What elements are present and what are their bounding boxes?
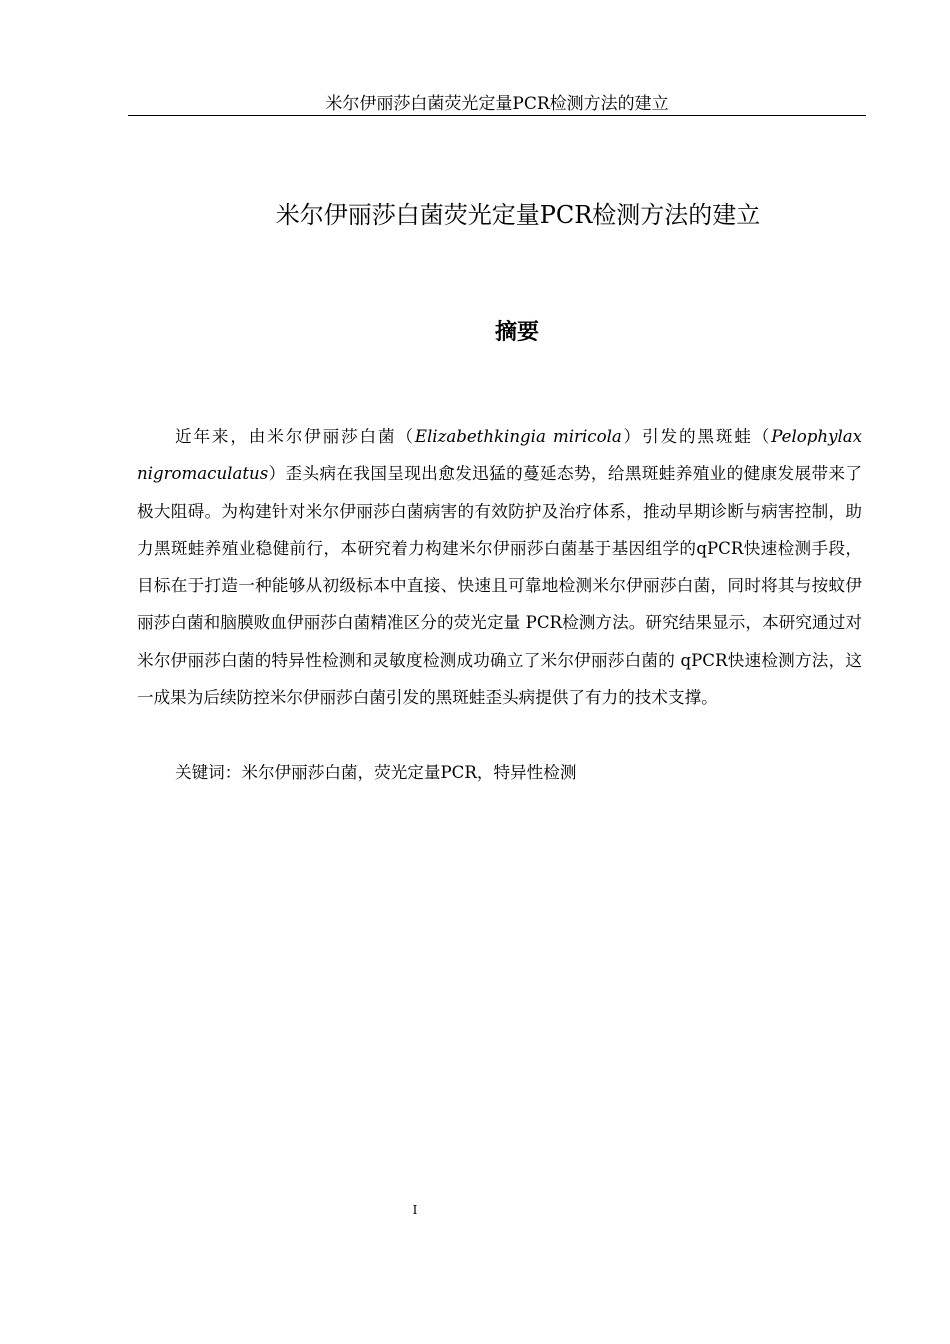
- running-header: 米尔伊丽莎白菌荧光定量PCR检测方法的建立: [325, 94, 669, 114]
- abstract-heading: 摘要: [494, 320, 539, 345]
- abstract-text-part-1: 近年来，由米尔伊丽莎白菌（: [175, 427, 415, 446]
- species-name-pelophylax: Pelophylax nigromaculatus: [137, 427, 863, 484]
- page-number: I: [412, 1203, 418, 1217]
- species-name-elizabethkingia: Elizabethkingia miricola: [414, 427, 622, 446]
- abstract-text-part-2: ）引发的黑斑蛙（: [621, 427, 772, 446]
- document-title: 米尔伊丽莎白菌荧光定量PCR检测方法的建立: [275, 201, 761, 229]
- abstract-paragraph: [137, 418, 862, 716]
- keywords-line: 关键词：米尔伊丽莎白菌，荧光定量PCR，特异性检测: [175, 763, 577, 782]
- header-divider: [128, 115, 866, 116]
- abstract-text-part-3: ）歪头病在我国呈现出愈发迅猛的蔓延态势，给黑斑蛙养殖业的健康发展带来了极大阻碍。为构建针对米尔伊丽莎白菌病害的有效防护及治疗体系，推动早期诊断与病害控制，助力黑斑蛙养殖业稳健前行，本研究着力构建米尔伊丽莎白菌基于基因组学的qPCR快速检测手段，目标在于打造一种能够从初级标本中直接、快速且可靠地检测米尔伊丽莎白菌，同时将其与按蚊伊丽莎白菌和脑膜败血伊丽莎白菌精准区分的荧光定量 PCR检测方法。研究结果显示，本研究通过对米尔伊丽莎白菌的特异性检测和灵敏度检测成功确立了米尔伊丽莎白菌的 qPCR快速检测方法，这一成果为后续防控米尔伊丽莎白菌引发的黑斑蛙歪头病提供了有力的技术支撑。: [137, 464, 862, 708]
